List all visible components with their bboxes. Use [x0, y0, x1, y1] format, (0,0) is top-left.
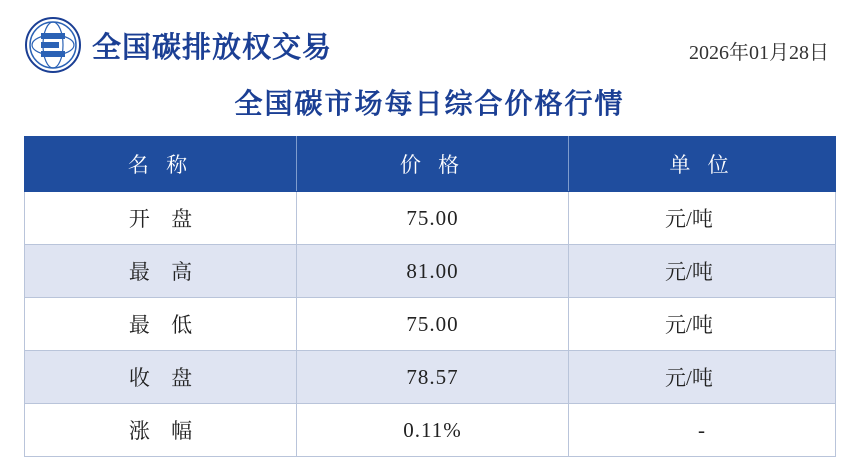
header-date: 2026年01月28日 — [689, 41, 829, 64]
table-body — [25, 192, 836, 457]
row-unit-open: 元/吨 — [569, 192, 836, 245]
row-price-low: 75.00 — [297, 298, 569, 351]
table-header-row — [25, 137, 836, 192]
row-price-open: 75.00 — [297, 192, 569, 245]
brand-title: 全国碳排放权交易 — [92, 31, 333, 64]
row-price-close: 78.57 — [297, 351, 569, 404]
row-unit-high: 元/吨 — [569, 245, 836, 298]
row-name-change: 涨 幅 — [25, 404, 297, 457]
page-title: 全国碳市场每日综合价格行情 — [234, 89, 625, 120]
table-header — [25, 137, 836, 192]
row-name-open: 开 盘 — [25, 192, 297, 245]
page-header — [0, 0, 859, 76]
row-price-high: 81.00 — [297, 245, 569, 298]
carbon-exchange-logo-icon — [24, 16, 82, 74]
table-row — [25, 404, 836, 457]
row-unit-change: - — [569, 404, 836, 457]
table-row — [25, 298, 836, 351]
column-header-price: 价 格 — [297, 137, 569, 192]
table-row — [25, 351, 836, 404]
table-row — [25, 245, 836, 298]
table-row — [25, 192, 836, 245]
row-name-high: 最 高 — [25, 245, 297, 298]
daily-price-table — [24, 136, 836, 457]
row-price-change: 0.11% — [297, 404, 569, 457]
column-header-name: 名 称 — [25, 137, 297, 192]
price-table-wrapper — [0, 136, 859, 457]
row-name-low: 最 低 — [25, 298, 297, 351]
column-header-unit: 单 位 — [569, 137, 836, 192]
row-name-close: 收 盘 — [25, 351, 297, 404]
row-unit-close: 元/吨 — [569, 351, 836, 404]
row-unit-low: 元/吨 — [569, 298, 836, 351]
